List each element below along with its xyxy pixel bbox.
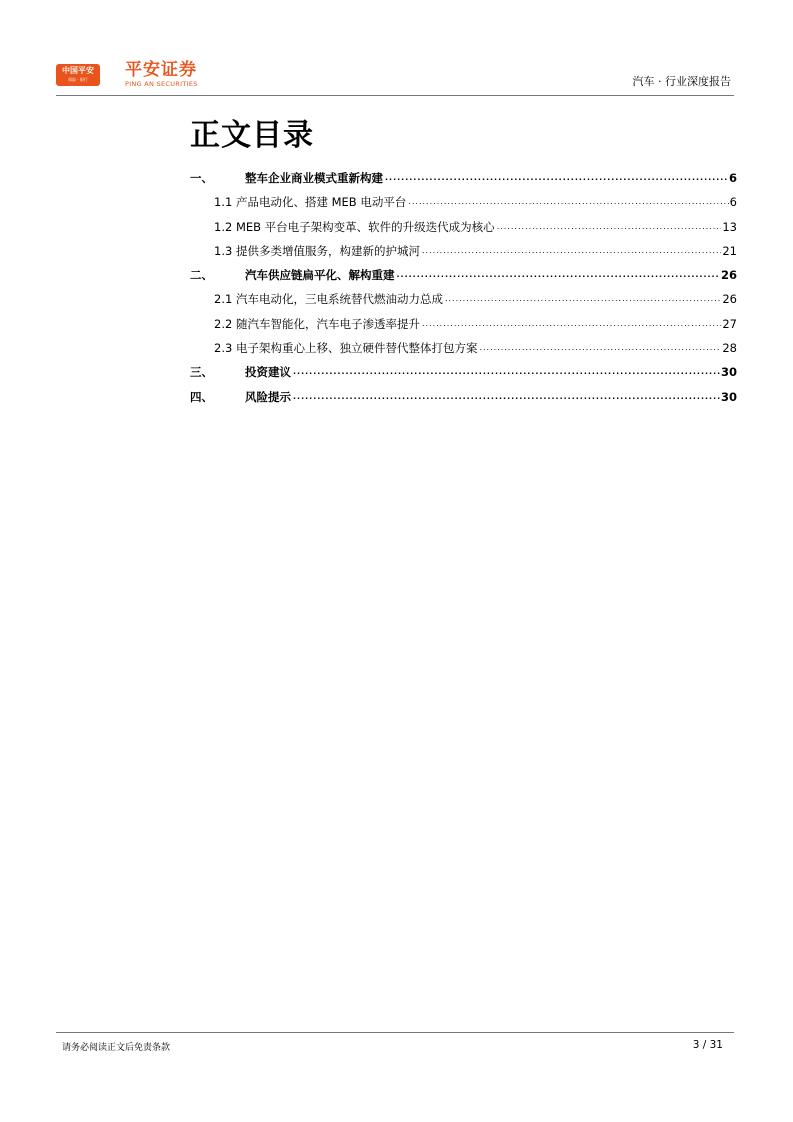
- toc-leader-dots: [408, 190, 728, 214]
- toc-entry-number: 2.3: [214, 341, 236, 356]
- toc-entry-title: 电子架构重心上移、独立硬件替代整体打包方案: [235, 341, 478, 356]
- page-number: 3 / 31: [692, 1039, 723, 1051]
- toc-entry-page: 26: [720, 268, 737, 283]
- toc-entry[interactable]: [190, 312, 737, 336]
- logo-brand-en: PING AN SECURITIES: [125, 80, 198, 88]
- toc-entry-number: 1.2: [214, 219, 236, 234]
- toc-entry-title: 汽车供应链扁平化、解构重建: [245, 268, 395, 283]
- toc-leader-dots: [385, 166, 728, 190]
- toc-entry-title: 产品电动化、搭建 MEB 电动平台: [235, 195, 407, 210]
- toc-entry[interactable]: [190, 287, 737, 311]
- toc-entry[interactable]: [190, 385, 737, 409]
- toc-entry-number: 2.1: [214, 292, 236, 307]
- toc-entry-title: 随汽车智能化，汽车电子渗透率提升: [235, 316, 420, 331]
- toc-leader-dots: [422, 312, 721, 336]
- header-divider: [56, 95, 734, 96]
- logo-china-subtext: 保险 · 银行: [68, 77, 88, 82]
- toc-entry-page: 30: [720, 389, 737, 404]
- toc-entry-number: 1.1: [214, 195, 236, 210]
- toc-leader-dots: [422, 239, 721, 263]
- logo-china-text: 中国平安: [62, 66, 94, 75]
- footer-disclaimer: 请务必阅读正文后免责条款: [62, 1043, 171, 1053]
- toc-leader-dots: [293, 360, 720, 384]
- toc-entry-title: 汽车电动化，三电系统替代燃油动力总成: [235, 292, 443, 307]
- toc-entry-page: 28: [722, 341, 737, 356]
- toc-entry[interactable]: [190, 190, 737, 214]
- toc-entry-page: 6: [728, 171, 737, 185]
- toc-entry-page: 6: [729, 195, 737, 210]
- toc-entry-title: 整车企业商业模式重新构建: [245, 171, 383, 185]
- toc-entry-number: 四、: [190, 389, 213, 404]
- toc-entry-number: 三、: [190, 365, 213, 380]
- toc-entry-number: 1.3: [214, 243, 236, 258]
- logo-brand-cn: 平安证券: [125, 60, 197, 80]
- toc-entry-title: 风险提示: [245, 389, 291, 404]
- report-category: 汽车 · 行业深度报告: [632, 75, 731, 88]
- toc-entry-number: 2.2: [214, 316, 236, 331]
- toc-entry-page: 27: [722, 316, 737, 331]
- toc-entry-title: MEB 平台电子架构变革、软件的升级迭代成为核心: [235, 219, 495, 234]
- toc-entry[interactable]: [190, 239, 737, 263]
- toc-entry[interactable]: [190, 166, 737, 190]
- toc-leader-dots: [397, 263, 720, 287]
- toc-entry-page: 26: [722, 292, 737, 307]
- toc-entry[interactable]: [190, 215, 737, 239]
- toc-entry-page: 21: [722, 243, 737, 258]
- toc-entry-number: 一、: [190, 171, 213, 185]
- toc-entry-title: 投资建议: [245, 365, 291, 380]
- toc-leader-dots: [497, 215, 722, 239]
- toc-title: 正文目录: [190, 118, 314, 153]
- toc-leader-dots: [445, 287, 721, 311]
- china-ping-an-logo: [56, 64, 100, 86]
- footer-divider: [56, 1032, 734, 1033]
- page-header: [0, 0, 793, 100]
- toc-entry[interactable]: [190, 360, 737, 384]
- toc-entry[interactable]: [190, 263, 737, 287]
- toc-entry-page: 30: [720, 365, 737, 380]
- toc-leader-dots: [479, 336, 721, 360]
- toc-entry-number: 二、: [190, 268, 213, 283]
- toc-leader-dots: [293, 385, 720, 409]
- toc-entry[interactable]: [190, 336, 737, 360]
- ping-an-securities-logo: [125, 60, 198, 89]
- toc-entry-page: 13: [722, 219, 737, 234]
- table-of-contents: [190, 166, 737, 409]
- toc-entry-title: 提供多类增值服务，构建新的护城河: [235, 243, 420, 258]
